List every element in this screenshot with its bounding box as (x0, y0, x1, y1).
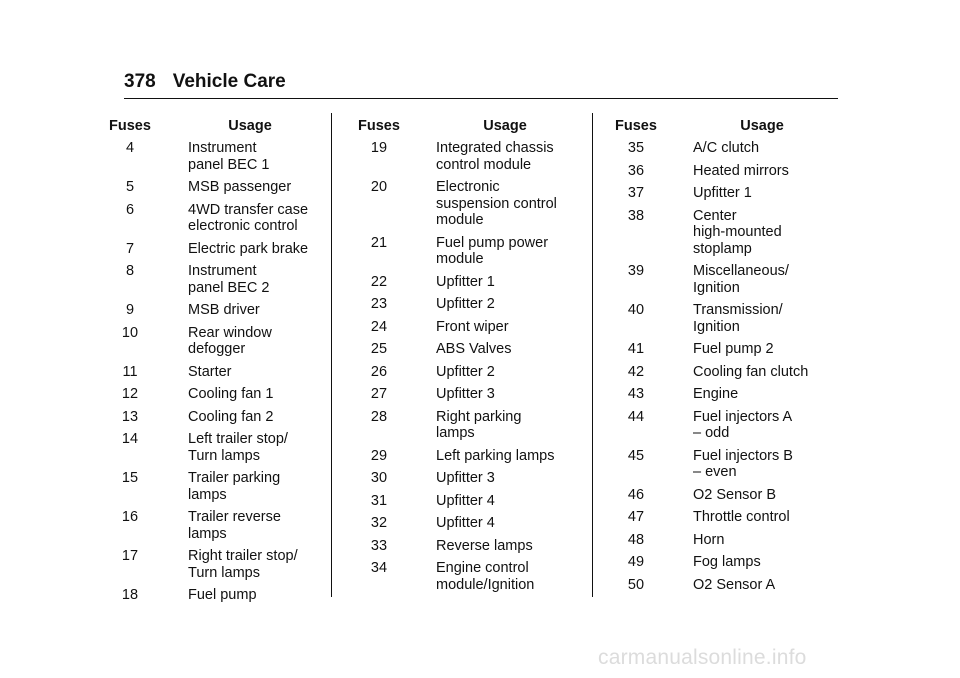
table-row (102, 548, 330, 581)
table-row (608, 163, 848, 180)
fuse-number: 25 (370, 341, 388, 357)
table-row (102, 470, 330, 503)
table-row (608, 554, 848, 571)
fuse-usage: Cooling fan 1 (188, 386, 274, 402)
watermark: carmanualsonline.info (598, 646, 807, 669)
fuse-number: 14 (121, 431, 139, 447)
fuse-rows (102, 140, 330, 604)
fuse-number: 44 (627, 408, 645, 425)
fuse-number: 9 (125, 302, 135, 318)
table-row (351, 538, 591, 555)
table-row (351, 341, 591, 358)
fuse-usage: O2 Sensor A (693, 576, 776, 593)
fuse-number: 4 (125, 140, 135, 156)
fuse-usage: Transmission/ Ignition (693, 302, 783, 335)
fuse-number: 34 (370, 560, 388, 576)
column-divider (592, 113, 593, 597)
fuse-number: 42 (627, 363, 645, 380)
fuse-usage: Electronic suspension control module (436, 179, 557, 228)
fuses-heading: Fuses (615, 118, 657, 134)
fuse-usage: Instrument panel BEC 1 (188, 140, 270, 173)
fuse-usage: Throttle control (693, 509, 790, 525)
fuse-usage: Engine control module/Ignition (436, 560, 535, 593)
fuse-usage: Electric park brake (188, 240, 309, 257)
fuse-number: 31 (370, 492, 388, 509)
fuse-usage: Fuel pump 2 (693, 341, 774, 357)
table-row (351, 386, 591, 403)
fuse-number: 10 (121, 324, 139, 341)
fuse-number: 47 (627, 509, 645, 525)
table-row (608, 185, 848, 202)
fuse-number: 5 (125, 179, 135, 195)
fuse-number: 6 (125, 201, 135, 218)
table-row (102, 140, 330, 173)
fuse-usage: 4WD transfer case electronic control (188, 201, 309, 234)
usage-heading: Usage (228, 118, 272, 134)
fuse-rows (608, 140, 848, 593)
table-row (351, 560, 591, 593)
table-row (608, 509, 848, 526)
table-row (608, 532, 848, 549)
fuse-usage: Upfitter 1 (693, 185, 752, 201)
table-row (102, 302, 330, 319)
fuse-usage: Fog lamps (693, 554, 761, 570)
table-row (351, 140, 591, 173)
fuses-heading: Fuses (109, 118, 151, 134)
fuse-number: 32 (370, 515, 388, 531)
fuse-number: 27 (370, 386, 388, 402)
table-row (351, 296, 591, 313)
fuse-usage: Miscellaneous/ Ignition (693, 263, 789, 296)
fuse-usage: Front wiper (436, 318, 509, 335)
fuse-number: 43 (627, 386, 645, 402)
fuse-number: 38 (627, 207, 645, 224)
fuse-usage: Instrument panel BEC 2 (188, 263, 270, 296)
table-row (608, 364, 848, 381)
table-row (102, 431, 330, 464)
table-row (102, 325, 330, 358)
fuse-usage: Right trailer stop/ Turn lamps (188, 548, 298, 581)
fuse-number: 40 (627, 302, 645, 318)
table-row (102, 509, 330, 542)
fuse-number: 41 (627, 341, 645, 357)
fuse-usage: Left parking lamps (436, 447, 555, 464)
fuse-usage: Upfitter 1 (436, 273, 495, 290)
fuse-rows (351, 140, 591, 593)
fuse-usage: Fuel pump power module (436, 234, 549, 267)
table-row (102, 587, 330, 604)
fuse-number: 17 (121, 548, 139, 564)
fuse-usage: A/C clutch (693, 140, 760, 156)
fuse-number: 29 (370, 447, 388, 464)
fuse-number: 26 (370, 363, 388, 380)
usage-heading: Usage (740, 118, 784, 134)
fuse-number: 33 (370, 537, 388, 554)
fuse-number: 20 (370, 179, 388, 195)
table-row (351, 319, 591, 336)
fuse-usage: Trailer parking lamps (188, 470, 281, 503)
table-row (351, 364, 591, 381)
table-row (102, 202, 330, 235)
table-row (102, 386, 330, 403)
fuse-usage: Cooling fan 2 (188, 408, 274, 425)
table-row (608, 577, 848, 594)
fuse-usage: Upfitter 3 (436, 470, 495, 486)
section-title: Vehicle Care (172, 71, 286, 92)
fuse-usage: Upfitter 4 (436, 515, 495, 531)
table-row (351, 274, 591, 291)
usage-heading: Usage (483, 118, 527, 134)
fuse-number: 15 (121, 470, 139, 486)
fuse-usage: Upfitter 2 (436, 363, 495, 380)
fuse-number: 24 (370, 318, 388, 335)
fuse-usage: O2 Sensor B (693, 486, 777, 503)
fuse-usage: Reverse lamps (436, 537, 533, 554)
fuse-number: 12 (121, 386, 139, 402)
column-header (351, 113, 591, 140)
fuse-usage: MSB passenger (188, 179, 292, 195)
table-row (608, 208, 848, 258)
fuse-usage: Heated mirrors (693, 162, 789, 179)
table-row (351, 409, 591, 442)
table-row (351, 235, 591, 268)
fuse-number: 35 (627, 140, 645, 156)
table-row (608, 448, 848, 481)
fuse-table-column-1 (102, 113, 330, 610)
table-row (608, 341, 848, 358)
fuse-usage: Fuel injectors A – odd (693, 408, 793, 441)
fuse-number: 39 (627, 263, 645, 279)
fuse-usage: Upfitter 4 (436, 492, 495, 509)
column-header (102, 113, 330, 140)
fuse-usage: Upfitter 2 (436, 296, 495, 312)
fuse-usage: Horn (693, 531, 725, 548)
table-row (608, 263, 848, 296)
fuse-number: 13 (121, 408, 139, 425)
table-row (351, 179, 591, 229)
fuse-number: 37 (627, 185, 645, 201)
table-row (102, 241, 330, 258)
table-row (102, 409, 330, 426)
fuse-number: 7 (125, 240, 135, 257)
fuses-heading: Fuses (358, 118, 400, 134)
table-row (102, 364, 330, 381)
page-number: 378 (124, 71, 156, 92)
header-rule (124, 98, 838, 99)
column-divider (331, 113, 332, 597)
fuse-number: 18 (121, 587, 139, 603)
fuse-number: 36 (627, 162, 645, 179)
table-row (351, 515, 591, 532)
table-row (351, 470, 591, 487)
fuse-usage: Center high-mounted stoplamp (693, 207, 782, 257)
fuse-number: 16 (121, 509, 139, 525)
fuse-usage: Fuel pump (188, 587, 257, 603)
table-row (351, 448, 591, 465)
fuse-number: 22 (370, 273, 388, 290)
fuse-usage: Fuel injectors B – even (693, 447, 793, 480)
fuse-number: 21 (370, 234, 388, 251)
column-header (608, 113, 848, 140)
fuse-number: 11 (122, 363, 138, 380)
fuse-table-column-3 (608, 113, 848, 599)
fuse-number: 50 (627, 576, 645, 593)
fuse-number: 19 (370, 140, 388, 156)
fuse-number: 46 (627, 486, 645, 503)
table-row (351, 493, 591, 510)
fuse-usage: ABS Valves (436, 341, 512, 357)
table-row (608, 409, 848, 442)
fuse-number: 45 (627, 447, 645, 464)
fuse-usage: Integrated chassis control module (436, 140, 554, 173)
fuse-usage: Trailer reverse lamps (188, 509, 281, 542)
fuse-usage: Rear window defogger (188, 324, 272, 357)
fuse-number: 23 (370, 296, 388, 312)
table-row (608, 140, 848, 157)
table-row (608, 487, 848, 504)
table-row (102, 263, 330, 296)
fuse-usage: Left trailer stop/ Turn lamps (188, 431, 288, 464)
page-header (124, 70, 286, 94)
fuse-usage: Upfitter 3 (436, 386, 495, 402)
fuse-usage: Right parking lamps (436, 408, 522, 441)
fuse-table-column-2 (351, 113, 591, 599)
table-row (102, 179, 330, 196)
fuse-number: 48 (627, 531, 645, 548)
fuse-usage: Starter (188, 363, 232, 380)
fuse-number: 49 (627, 554, 645, 570)
fuse-usage: Engine (693, 386, 739, 402)
fuse-usage: Cooling fan clutch (693, 363, 809, 380)
fuse-number: 30 (370, 470, 388, 486)
fuse-number: 28 (370, 408, 388, 425)
table-row (608, 386, 848, 403)
fuse-number: 8 (125, 263, 135, 279)
fuse-usage: MSB driver (188, 302, 260, 318)
table-row (608, 302, 848, 335)
